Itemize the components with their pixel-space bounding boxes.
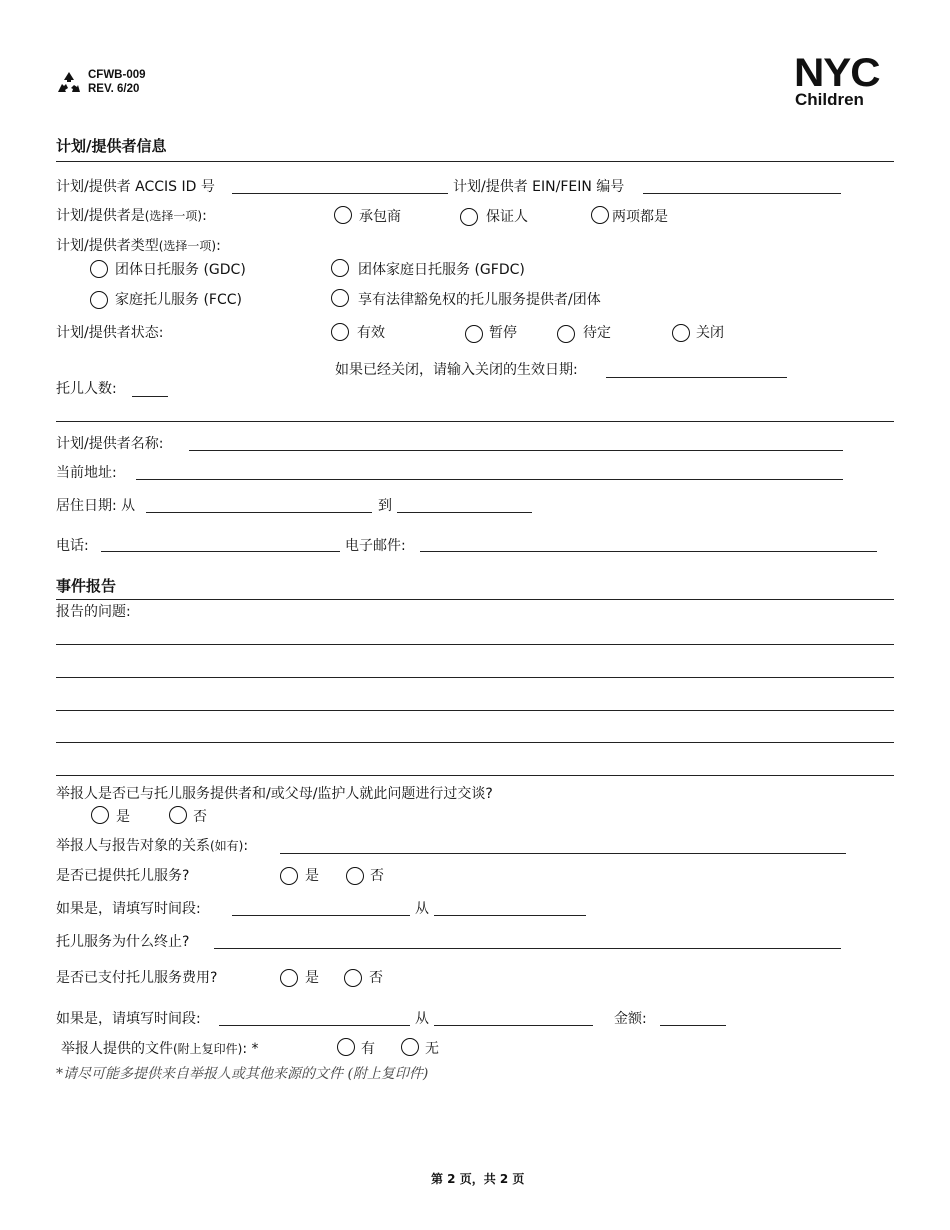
radio-both[interactable]	[591, 206, 609, 224]
care-period-field[interactable]	[232, 915, 410, 916]
option-discussed-yes: 是	[116, 809, 130, 825]
section-title-provider-info: 计划/提供者信息	[56, 137, 167, 155]
children-count-field[interactable]	[132, 396, 168, 397]
residence-to-field[interactable]	[397, 512, 532, 513]
terminated-label: 托儿服务为什么终止?	[56, 934, 190, 950]
address-label: 当前地址:	[56, 465, 117, 481]
residence-label: 居住日期: 从	[56, 498, 136, 514]
care-period-from-label: 从	[415, 901, 429, 917]
option-suspended: 暂停	[489, 325, 517, 341]
issue-label: 报告的问题:	[56, 604, 131, 620]
radio-gdc[interactable]	[90, 260, 108, 278]
option-legally-exempt: 享有法律豁免权的托儿服务提供者/团体	[358, 292, 601, 308]
radio-care-no[interactable]	[346, 867, 364, 885]
option-guarantor: 保证人	[486, 209, 528, 225]
terminated-field[interactable]	[214, 948, 841, 949]
documents-note: *请尽可能多提供来自举报人或其他来源的文件 (附上复印件)	[56, 1066, 429, 1082]
paid-period-from-label: 从	[415, 1011, 429, 1027]
paid-label: 是否已支付托儿服务费用?	[56, 970, 218, 986]
residence-from-field[interactable]	[146, 512, 372, 513]
form-code: CFWB-009	[88, 69, 146, 81]
option-gfdc: 团体家庭日托服务 (GFDC)	[358, 262, 525, 278]
radio-paid-no[interactable]	[344, 969, 362, 987]
section-title-incident-report: 事件报告	[56, 577, 117, 595]
provider-is-label: 计划/提供者是(选择一项):	[56, 208, 207, 224]
radio-guarantor[interactable]	[460, 208, 478, 226]
option-both: 两项都是	[612, 209, 668, 225]
recycle-icon	[55, 70, 83, 98]
page-number: 第 2 页，共 2 页	[431, 1172, 525, 1186]
issue-line-5[interactable]	[56, 775, 894, 776]
issue-line-1[interactable]	[56, 644, 894, 645]
status-label: 计划/提供者状态:	[56, 325, 164, 341]
option-documents-have: 有	[361, 1041, 375, 1057]
radio-closed[interactable]	[672, 324, 690, 342]
ein-label: 计划/提供者 EIN/FEIN 编号	[453, 179, 625, 195]
radio-discussed-yes[interactable]	[91, 806, 109, 824]
radio-active[interactable]	[331, 323, 349, 341]
provider-name-field[interactable]	[189, 450, 843, 451]
option-discussed-no: 否	[193, 809, 207, 825]
paid-period-field[interactable]	[219, 1025, 410, 1026]
radio-fcc[interactable]	[90, 291, 108, 309]
provider-name-label: 计划/提供者名称:	[56, 436, 164, 452]
children-count-label: 托儿人数:	[56, 381, 117, 397]
radio-discussed-no[interactable]	[169, 806, 187, 824]
paid-period-label: 如果是，请填写时间段:	[56, 1011, 201, 1027]
issue-line-3[interactable]	[56, 710, 894, 711]
option-care-no: 否	[370, 868, 384, 884]
accis-id-field[interactable]	[232, 193, 448, 194]
option-closed: 关闭	[696, 325, 724, 341]
option-documents-none: 无	[425, 1041, 439, 1057]
radio-paid-yes[interactable]	[280, 969, 298, 987]
relationship-label: 举报人与报告对象的关系(如有):	[56, 838, 249, 854]
relationship-field[interactable]	[280, 853, 846, 854]
option-fcc: 家庭托儿服务 (FCC)	[115, 292, 242, 308]
form-revision: REV. 6/20	[88, 83, 140, 95]
option-paid-no: 否	[369, 970, 383, 986]
radio-care-yes[interactable]	[280, 867, 298, 885]
children-logo-text: Children	[795, 90, 864, 109]
nyc-logo: NYC	[794, 51, 880, 95]
issue-line-2[interactable]	[56, 677, 894, 678]
residence-to-label: 到	[378, 498, 392, 514]
email-label: 电子邮件:	[345, 538, 406, 554]
option-paid-yes: 是	[305, 970, 319, 986]
radio-documents-none[interactable]	[401, 1038, 419, 1056]
radio-pending[interactable]	[557, 325, 575, 343]
phone-label: 电话:	[56, 538, 89, 554]
discussed-question: 举报人是否已与托儿服务提供者和/或父母/监护人就此问题进行过交谈?	[56, 786, 493, 802]
section-divider-2	[56, 421, 894, 422]
closed-date-field[interactable]	[606, 377, 787, 378]
section-divider	[56, 161, 894, 162]
provider-type-label: 计划/提供者类型(选择一项):	[56, 238, 221, 254]
radio-legally-exempt[interactable]	[331, 289, 349, 307]
phone-field[interactable]	[101, 551, 340, 552]
paid-period-from-field[interactable]	[434, 1025, 593, 1026]
address-field[interactable]	[136, 479, 843, 480]
care-period-label: 如果是，请填写时间段:	[56, 901, 201, 917]
option-gdc: 团体日托服务 (GDC)	[115, 262, 246, 278]
amount-field[interactable]	[660, 1025, 726, 1026]
care-period-from-field[interactable]	[434, 915, 586, 916]
issue-line-4[interactable]	[56, 742, 894, 743]
accis-id-label: 计划/提供者 ACCIS ID 号	[56, 179, 215, 195]
option-active: 有效	[357, 325, 385, 341]
option-contractor: 承包商	[359, 209, 401, 225]
option-care-yes: 是	[305, 868, 319, 884]
closed-date-label: 如果已经关闭，请输入关闭的生效日期:	[335, 362, 578, 378]
radio-suspended[interactable]	[465, 325, 483, 343]
documents-label: 举报人提供的文件(附上复印件): *	[61, 1041, 259, 1057]
section-divider-3	[56, 599, 894, 600]
option-pending: 待定	[583, 325, 611, 341]
radio-documents-have[interactable]	[337, 1038, 355, 1056]
care-provided-label: 是否已提供托儿服务?	[56, 868, 190, 884]
amount-label: 金额:	[614, 1011, 647, 1027]
radio-gfdc[interactable]	[331, 259, 349, 277]
ein-field[interactable]	[643, 193, 841, 194]
radio-contractor[interactable]	[334, 206, 352, 224]
email-field[interactable]	[420, 551, 877, 552]
